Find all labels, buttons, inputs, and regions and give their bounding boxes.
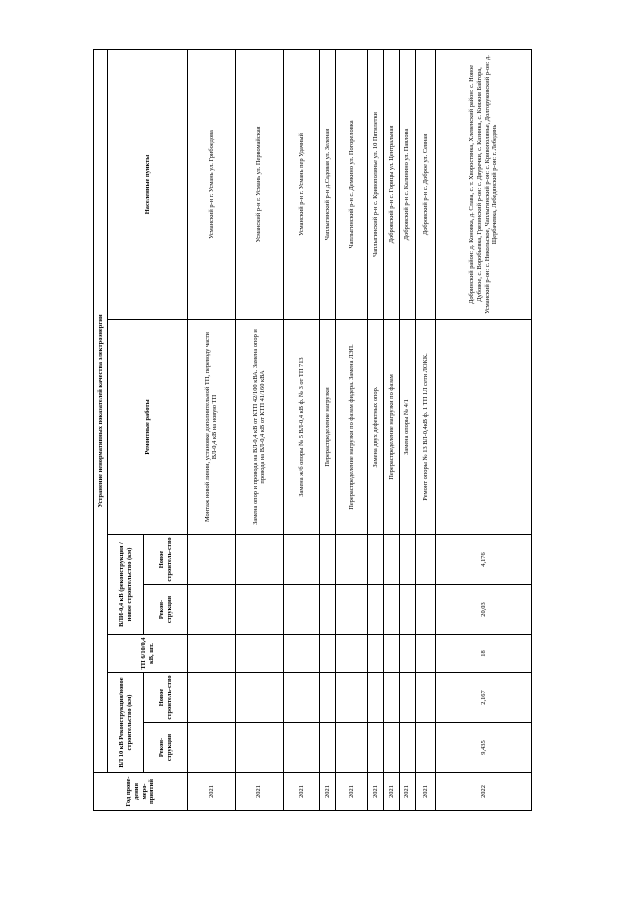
cell-year: 2021 [415,773,436,811]
header-row-1 [94,49,108,810]
table-row [383,49,399,810]
table-row [436,49,532,810]
cell-vli-new [283,535,319,585]
cell-vli-recon [283,585,319,635]
cell-vl10-new [415,673,436,723]
cell-vli-new [367,535,383,585]
cell-vli-recon: 20,03 [436,585,532,635]
cell-vl10-recon [399,723,415,773]
cell-vl10-recon [320,723,336,773]
header-vl10-new: Новое строитель-ство [144,673,188,723]
rotated-table-wrapper [93,50,532,811]
cell-works: Замена ж/б опоры № 5 ВЛ-0,4 кВ ф. № 3 от ТП 713 [283,320,319,535]
table-row [235,49,283,810]
cell-settlements: Усманский р-н г. Усмань ул. Первомайская [235,49,283,319]
table-row [283,49,319,810]
table-row [336,49,368,810]
cell-vli-recon [383,585,399,635]
cell-works: Перераспределение нагрузки [320,320,336,535]
cell-vli-new [383,535,399,585]
cell-vl10-recon [367,723,383,773]
cell-tp [336,635,368,673]
cell-vl10-recon [283,723,319,773]
cell-vl10-new [235,673,283,723]
cell-vli-new [336,535,368,585]
cell-settlements: Добровский р-н с. Доброе ул. Севная [415,49,436,319]
table-row [188,49,236,810]
cell-year: 2021 [188,773,236,811]
cell-vli-recon [235,585,283,635]
cell-works: Монтаж новой линии, установке дополнительной ТП, переводу части ВЛ-0,4 кВ на новую ТП [188,320,236,535]
header-year: Год прове-дения меро-приятий [94,773,188,811]
cell-settlements: Добринский район: д. Коновка, д. Слава, с. т. Хворостянка, Хлевенский район: с. Новое Дубовое, с. Воробьевка, Грязинский р-он: с. Двуречки, с. Казинка, с. Княжня Байгора, Усманский р-он: с. Никольское, Чаплыгинский р-он: с. Кривополянье, Долгоруковский р-он: д. Щербачевка, Лебедянский р-он: г. Лебедянь [436,49,532,319]
cell-vli-new [415,535,436,585]
cell-vli-new [188,535,236,585]
cell-year: 2021 [383,773,399,811]
header-vli-recon: Рекон-струкция [144,585,188,635]
cell-settlements: Добровский р-н с. Горицы ул. Центральная [383,49,399,319]
cell-vli-new [399,535,415,585]
cell-settlements: Усманский р-н г. Усмань пер Удачный [283,49,319,319]
header-vl10: ВЛ 10 кВ Реконструкция/новое строительство (км) [108,673,144,773]
header-vli-new: Новое строитель-ство [144,535,188,585]
cell-tp [283,635,319,673]
header-elimination: Устранение ненормативных показателей качества электроэнергии [94,49,108,772]
cell-vli-new: 4,176 [436,535,532,585]
cell-tp [235,635,283,673]
cell-settlements: Чаплыгинский р-н с. Демкино ул. Погореловка [336,49,368,319]
table-row [367,49,383,810]
cell-works [436,320,532,535]
cell-vl10-new [336,673,368,723]
cell-works: Ремонт опоры № 13 ВЛ-0,4кВ ф. 1 ТП 1Л сети ЛОКК. [415,320,436,535]
cell-works: Замена опоры № 4/1 [399,320,415,535]
cell-tp [320,635,336,673]
cell-settlements: Усманский р-н г. Усмань ул. Грибоедова [188,49,236,319]
cell-works: Замена двух дефектных опор. [367,320,383,535]
header-row-2 [108,49,144,810]
header-tp: ТП 6/10/0,4 кВ, шт. [108,635,188,673]
cell-vli-recon [367,585,383,635]
cell-vl10-recon [415,723,436,773]
cell-vli-recon [415,585,436,635]
cell-works: Замена опор и провода на ВЛ-0,4 кВ от КТП 42/100 кВА. Замена опор и провода на ВЛ-0,4 кВ от КТП 41/160 кВА [235,320,283,535]
cell-vl10-recon [336,723,368,773]
cell-works: Перераспределение нагрузки по фазам фидера. Замена ЛЭП. [336,320,368,535]
cell-vl10-recon: 9,435 [436,723,532,773]
cell-settlements: Добровский р-н с. Калинино ул. Павлова [399,49,415,319]
cell-year: 2021 [235,773,283,811]
cell-year: 2022 [436,773,532,811]
cell-vli-recon [336,585,368,635]
cell-tp [399,635,415,673]
cell-year: 2021 [367,773,383,811]
cell-vl10-new [283,673,319,723]
cell-works: Перераспределение нагрузки по фазам [383,320,399,535]
header-vli04: ВЛИ-0,4 кВ (реконструкция / новое строительство (км) [108,535,144,635]
header-vl10-recon: Рекон-струкция [144,723,188,773]
table-row [320,49,336,810]
cell-vli-recon [399,585,415,635]
header-works: Ремонтные работы [108,320,188,535]
cell-vli-new [320,535,336,585]
cell-settlements: Чаплыгинский р-н с. Кривополянье ул. 10 Пятилетки [367,49,383,319]
power-quality-table [93,49,532,811]
cell-settlements: Чаплыгинский р-н д.Садовая ул. Зеленая [320,49,336,319]
cell-year: 2021 [320,773,336,811]
cell-vl10-new [188,673,236,723]
cell-tp [367,635,383,673]
cell-vl10-new [320,673,336,723]
cell-vl10-new: 2,167 [436,673,532,723]
table-body [188,49,532,810]
header-settlements: Населенные пункты [108,49,188,319]
cell-year: 2021 [336,773,368,811]
cell-tp [383,635,399,673]
cell-vl10-recon [188,723,236,773]
cell-vl10-new [367,673,383,723]
cell-tp: 18 [436,635,532,673]
cell-vli-new [235,535,283,585]
table-row [399,49,415,810]
cell-vl10-recon [235,723,283,773]
cell-vli-recon [188,585,236,635]
cell-vl10-recon [383,723,399,773]
cell-vl10-new [399,673,415,723]
cell-year: 2021 [399,773,415,811]
cell-vli-recon [320,585,336,635]
cell-tp [415,635,436,673]
cell-vl10-new [383,673,399,723]
table-row [415,49,436,810]
cell-year: 2021 [283,773,319,811]
cell-tp [188,635,236,673]
